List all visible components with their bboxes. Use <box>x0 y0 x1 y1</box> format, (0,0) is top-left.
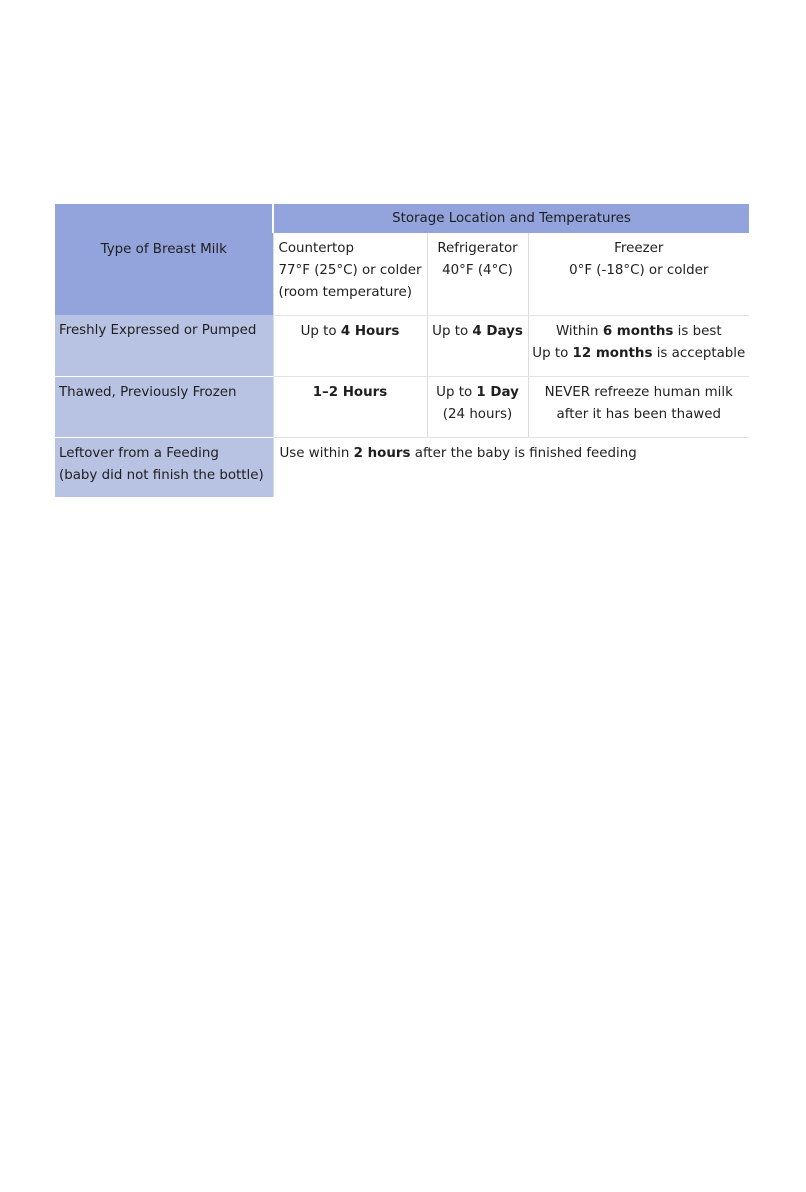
storage-location-header-text: Storage Location and Temperatures <box>392 210 631 226</box>
countertop-temp: 77°F (25°C) or colder <box>278 263 422 278</box>
freezer-header <box>528 233 749 315</box>
refrigerator-name: Refrigerator <box>437 241 518 256</box>
cell-text: is best <box>673 323 722 339</box>
cell-bold-text: 1 Day <box>476 384 519 400</box>
countertop-name: Countertop <box>278 241 354 256</box>
row-label <box>55 315 273 376</box>
type-header <box>55 233 273 315</box>
freezer-name: Freezer <box>614 241 664 256</box>
cell-text: Up to <box>532 345 573 361</box>
cell-bold-text: 2 hours <box>353 445 411 461</box>
freezer-line-1: NEVER refreeze human milk <box>544 384 733 400</box>
storage-table <box>55 204 749 497</box>
refrigerator-header <box>427 233 528 315</box>
header-corner <box>55 204 273 233</box>
freezer-cell <box>528 315 749 376</box>
freezer-line-2: after it has been thawed <box>556 406 721 422</box>
cell-text: after the baby is finished feeding <box>410 445 637 461</box>
type-header-text: Type of Breast Milk <box>100 242 227 257</box>
storage-location-header <box>273 204 749 233</box>
row-label <box>55 437 273 497</box>
cell-bold-text: 12 months <box>572 345 653 361</box>
cell-text: Up to <box>432 323 473 339</box>
countertop-header <box>273 233 427 315</box>
freezer-line-1 <box>529 321 750 343</box>
freezer-line-2 <box>529 343 750 365</box>
header-group-row <box>55 204 749 233</box>
row-label-line-2: (baby did not finish the bottle) <box>59 467 264 483</box>
countertop-cell <box>273 376 427 437</box>
cell-text: is acceptable <box>652 345 746 361</box>
refrigerator-temp: 40°F (4°C) <box>442 263 513 278</box>
table-row <box>55 437 749 497</box>
table-row <box>55 376 749 437</box>
cell-text: Use within <box>279 445 354 461</box>
refrigerator-cell <box>427 315 528 376</box>
freezer-temp: 0°F (-18°C) or colder <box>569 263 709 278</box>
cell-bold-text: 1–2 Hours <box>312 384 388 400</box>
countertop-note: (room temperature) <box>278 285 413 300</box>
cell-text: Up to <box>436 384 477 400</box>
cell-text: Within <box>555 323 603 339</box>
refrigerator-line-2: (24 hours) <box>442 406 513 422</box>
row-label-line-1: Leftover from a Feeding <box>59 445 219 461</box>
cell-bold-text: 4 Days <box>472 323 523 339</box>
cell-bold-text: 6 months <box>602 323 674 339</box>
header-location-row <box>55 233 749 315</box>
freezer-cell <box>528 376 749 437</box>
table-row <box>55 315 749 376</box>
leftover-cell <box>273 437 749 497</box>
refrigerator-cell <box>427 376 528 437</box>
cell-text: Up to <box>300 323 341 339</box>
countertop-cell <box>273 315 427 376</box>
cell-bold-text: 4 Hours <box>340 323 400 339</box>
refrigerator-line-1 <box>428 382 528 404</box>
row-label-text: Thawed, Previously Frozen <box>59 384 237 400</box>
row-label <box>55 376 273 437</box>
row-label-text: Freshly Expressed or Pumped <box>59 323 257 338</box>
